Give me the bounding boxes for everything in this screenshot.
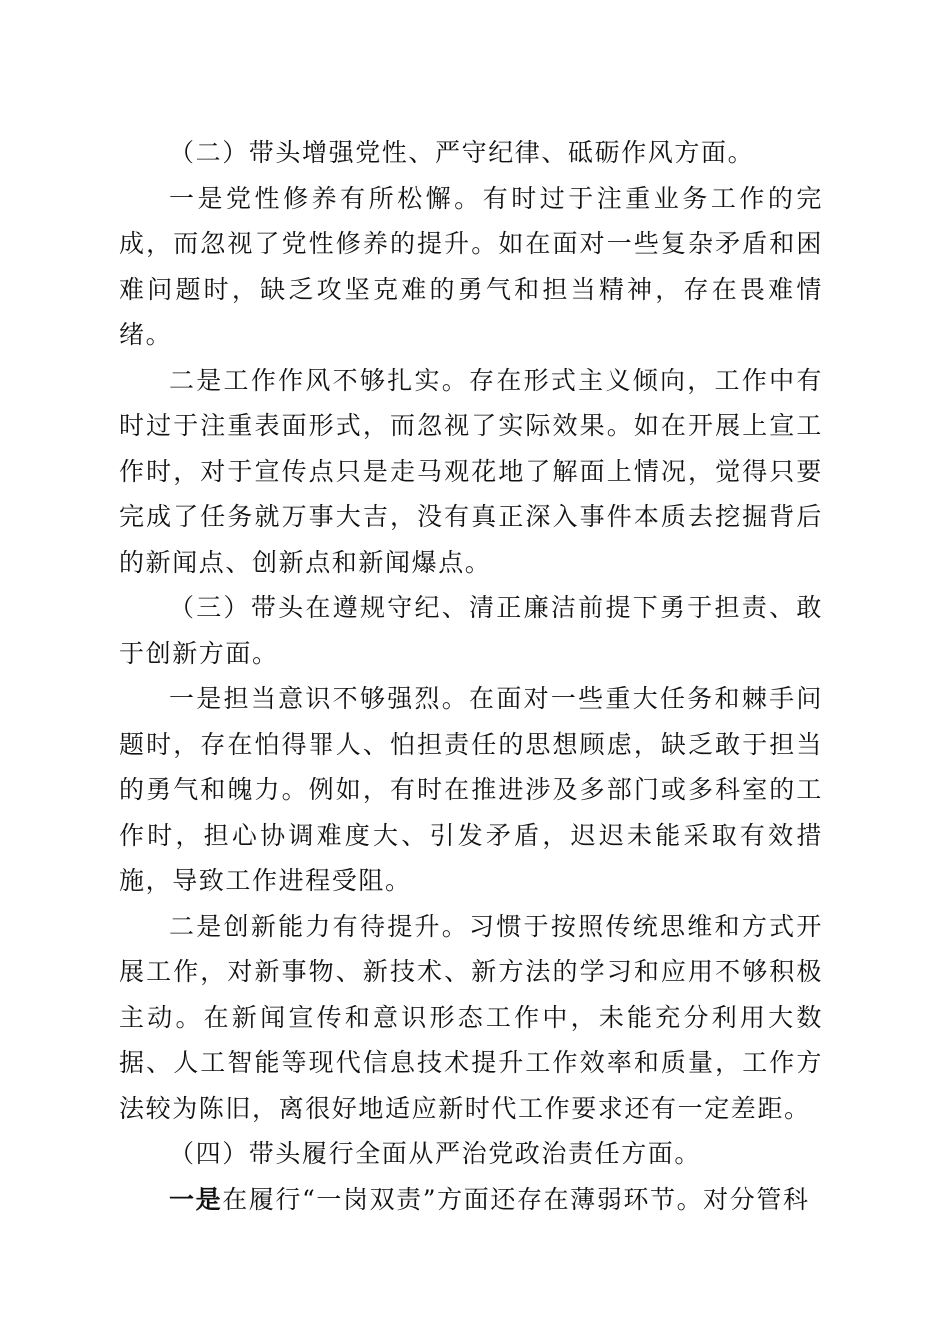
paragraph-innovation: 二是创新能力有待提升。习惯于按照传统思维和方式开展工作，对新事物、新技术、新方法的学习和应用不够积极主动。在新闻宣传和意识形态工作中，未能充分利用大数据、人工智能等现代信息技术提升工作效率和质量，工作方法较为陈旧，离很好地适应新时代工作要求还有一定差距。: [119, 911, 823, 1123]
paragraph-lead-rest: 在履行“一岗双责”方面还存在薄弱环节。对分管科: [222, 1184, 810, 1214]
paragraph-one-post-two-duties: [119, 1177, 823, 1223]
section-heading-4: （四）带头履行全面从严治党政治责任方面。: [169, 1139, 702, 1168]
paragraph-lead-bold: 一是: [169, 1184, 223, 1214]
paragraph-party-spirit: 一是党性修养有所松懈。有时过于注重业务工作的完成，而忽视了党性修养的提升。如在面对一些复杂矛盾和困难问题时，缺乏攻坚克难的勇气和担当精神，存在畏难情绪。: [119, 183, 823, 349]
paragraph-work-style: 二是工作作风不够扎实。存在形式主义倾向，工作中有时过于注重表面形式，而忽视了实际效果。如在开展上宣工作时，对于宣传点只是走马观花地了解面上情况，觉得只要完成了任务就万事大吉，没有真正深入事件本质去挖掘背后的新闻点、创新点和新闻爆点。: [119, 365, 823, 577]
section-heading-2: （二）带头增强党性、严守纪律、砥砺作风方面。: [169, 138, 755, 167]
paragraph-responsibility: 一是担当意识不够强烈。在面对一些重大任务和棘手问题时，存在怕得罪人、怕担责任的思想顾虑，缺乏敢于担当的勇气和魄力。例如，有时在推进涉及多部门或多科室的工作时，担心协调难度大、引发矛盾，迟迟未能采取有效措施，导致工作进程受阻。: [119, 684, 823, 895]
section-heading-3: （三）带头在遵规守纪、清正廉洁前提下勇于担责、敢于创新方面。: [119, 593, 823, 668]
document-body: [119, 130, 823, 1222]
